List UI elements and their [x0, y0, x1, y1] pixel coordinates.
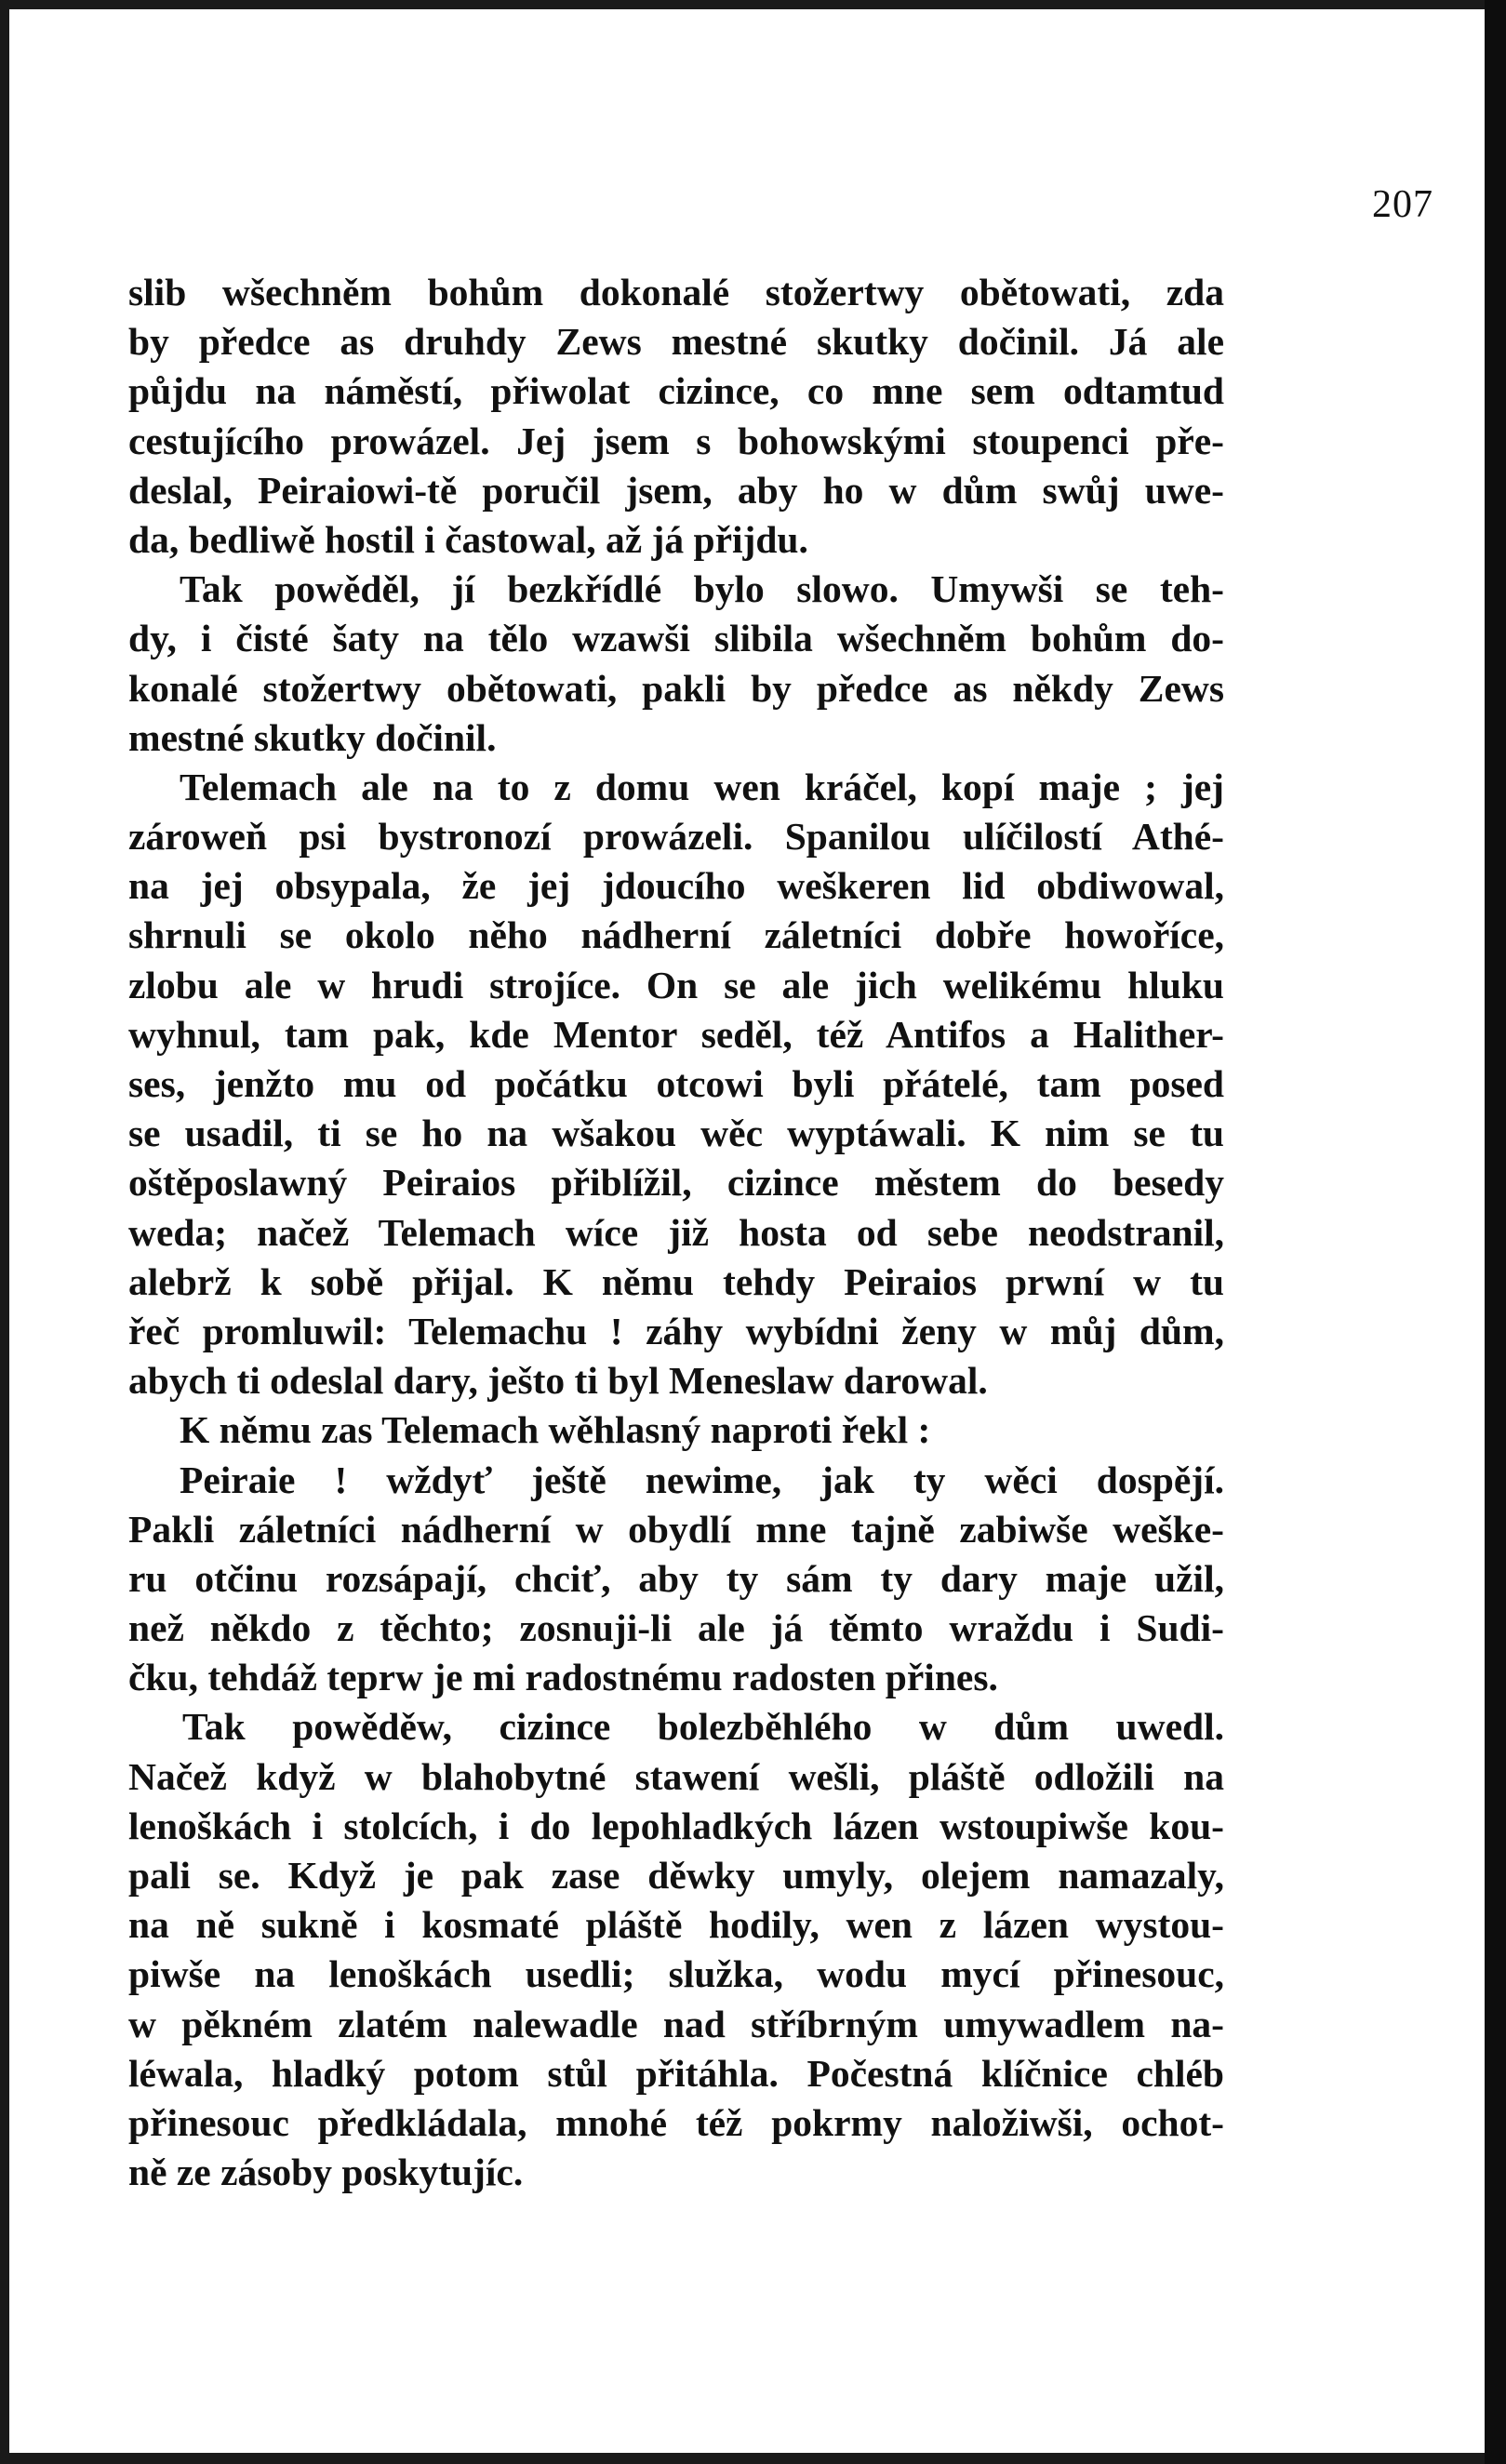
text-line: lenoškách i stolcích, i do lepohladkých lázen wstoupiwše kou-: [128, 1804, 1224, 1847]
text-line: ru otčinu rozsápají, chciť, aby ty sám ty dary maje užil,: [128, 1556, 1224, 1600]
text-line: slib wšechněm bohům dokonalé stožertwy obětowati, zda: [128, 271, 1224, 313]
text-line: zlobu ale w hrudi strojíce. On se ale jich welikému hluku: [128, 963, 1224, 1006]
text-line: da, bedliwě hostil i častowal, až já přijdu.: [128, 517, 808, 561]
text-line: konalé stožertwy obětowati, pakli by předce as někdy Zews: [128, 666, 1224, 710]
text-line: čku, tehdáž teprw je mi radostnému radosten přines.: [128, 1656, 998, 1699]
text-line: ně ze zásoby poskytujíc.: [128, 2151, 524, 2194]
text-line: dy, i čisté šaty na tělo wzawši slibila wšechněm bohům do-: [128, 617, 1224, 660]
text-line: shrnuli se okolo něho nádherní záletníci dobře howoříce,: [128, 913, 1224, 957]
text-line: Peiraie ! wždyť ještě newime, jak ty wěci dospějí.: [180, 1458, 1224, 1501]
text-line: řeč promluwil: Telemachu ! záhy wybídni ženy w můj dům,: [128, 1309, 1224, 1352]
text-line: Tak powěděl, jí bezkřídlé bylo slowo. Umywši se teh-: [180, 567, 1224, 611]
text-line: K němu zas Telemach wěhlasný naproti řekl :: [180, 1408, 931, 1452]
text-line: než někdo z těchto; zosnuji-li ale já těmto wraždu i Sudi-: [128, 1606, 1224, 1650]
text-line: abych ti odeslal dary, ješto ti byl Meneslaw darowal.: [128, 1359, 988, 1403]
text-line: zároweň psi bystronozí prowázeli. Spanilou ulíčilostí Athé-: [128, 815, 1224, 859]
text-line: piwše na lenoškách usedli; služka, wodu mycí přinesouc,: [128, 1952, 1224, 1996]
text-line: léwala, hladký potom stůl přitáhla. Počestná klíčnice chléb: [128, 2051, 1224, 2095]
text-line: by předce as druhdy Zews mestné skutky dočinil. Já ale: [128, 320, 1224, 364]
text-line: půjdu na náměstí, přiwolat cizince, co mne sem odtamtud: [128, 369, 1224, 413]
text-line: ses, jenžto mu od počátku otcowi byli přátelé, tam posed: [128, 1062, 1224, 1105]
text-line: Načež když w blahobytné stawení wešli, pláště odložili na: [128, 1754, 1224, 1798]
scan-border: [1485, 0, 1506, 2464]
body-text: [128, 268, 1224, 2197]
text-line: na jej obsypala, že jej jdoucího weškeren lid obdiwowal,: [128, 864, 1224, 908]
text-line: weda; načež Telemach wíce již hosta od sebe neodstranil,: [128, 1210, 1224, 1254]
page-number: 207: [1372, 183, 1433, 226]
text-line: w pěkném zlatém nalewadle nad stříbrným umywadlem na-: [128, 2002, 1224, 2045]
text-line: Telemach ale na to z domu wen kráčel, kopí maje ; jej: [180, 765, 1224, 808]
text-line: cestujícího prowázel. Jej jsem s bohowskými stoupenci pře-: [128, 419, 1224, 462]
text-line: alebrž k sobě přijal. K němu tehdy Peiraios prwní w tu: [128, 1259, 1224, 1303]
text-line: oštěposlawný Peiraios přiblížil, cizince městem do besedy: [128, 1161, 1224, 1205]
text-line: přinesouc předkládala, mnohé též pokrmy naložiwši, ochot-: [128, 2100, 1224, 2144]
text-line: se usadil, ti se ho na wšakou wěc wyptáwali. K nim se tu: [128, 1112, 1224, 1155]
text-line: pali se. Když je pak zase děwky umyly, olejem namazaly,: [128, 1854, 1224, 1897]
text-line: wyhnul, tam pak, kde Mentor seděl, též Antifos a Halither-: [128, 1012, 1224, 1056]
text-line: Tak powěděw, cizince bolezběhlého w dům uwedl.: [182, 1705, 1224, 1749]
text-line: mestné skutky dočinil.: [128, 715, 497, 759]
text-line: na ně sukně i kosmaté pláště hodily, wen z lázen wystou-: [128, 1903, 1224, 1947]
text-line: deslal, Peiraiowi-tě poručil jsem, aby ho w dům swůj uwe-: [128, 468, 1224, 512]
text-line: Pakli záletníci nádherní w obydlí mne tajně zabiwše weške-: [128, 1507, 1224, 1551]
